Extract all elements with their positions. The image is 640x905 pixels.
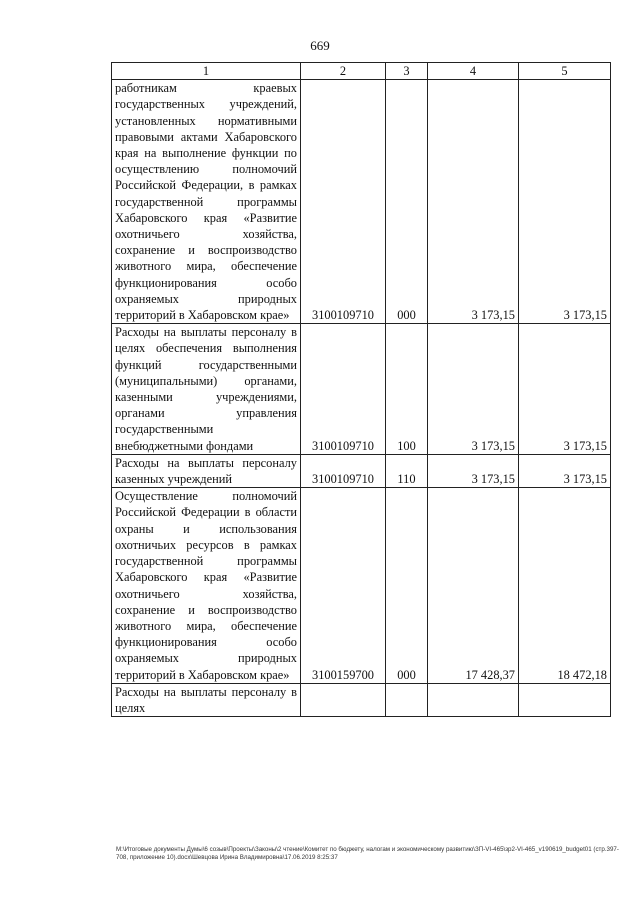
amount-year-2: 3 173,15 — [519, 454, 611, 487]
amount-year-1: 3 173,15 — [428, 324, 519, 455]
amount-year-1 — [428, 683, 519, 716]
expense-type — [386, 683, 428, 716]
table-row — [112, 454, 611, 487]
document-path-footer: M:\Итоговые документы Думы\6 созыв\Проекты\Законы\2 чтение\Комитет по бюджету, налогам и экономическому развитию\ЗП-VI-465\зр2-VI-465_v190619_budget01 (стр.397-708, приложение 10).docx\Шевцова Ирина Владимировна\17.06.2019 8:25:37 — [116, 846, 619, 861]
budget-table — [111, 62, 611, 717]
column-header: 1 — [112, 63, 301, 80]
expense-name: Расходы на выплаты персоналу в целях — [112, 683, 301, 716]
column-header: 3 — [386, 63, 428, 80]
amount-year-2 — [519, 683, 611, 716]
table-header-row — [112, 63, 611, 80]
target-code: 3100109710 — [301, 324, 386, 455]
expense-name: Расходы на выплаты персоналу казенных учреждений — [112, 454, 301, 487]
amount-year-1: 3 173,15 — [428, 80, 519, 324]
amount-year-2: 3 173,15 — [519, 80, 611, 324]
page-number: 669 — [310, 38, 330, 53]
column-header: 2 — [301, 63, 386, 80]
amount-year-1: 3 173,15 — [428, 454, 519, 487]
target-code: 3100109710 — [301, 454, 386, 487]
expense-type: 000 — [386, 488, 428, 683]
table-row — [112, 324, 611, 455]
table-row — [112, 80, 611, 324]
column-header: 5 — [519, 63, 611, 80]
target-code: 3100109710 — [301, 80, 386, 324]
target-code — [301, 683, 386, 716]
expense-name: работникам краевых государственных учреждений, установленных нормативными правовыми актами Хабаровского края на выполнение функции по осуществлению полномочий Российской Федерации, в рамках государственной программы Хабаровского края «Развитие охотничьего хозяйства, сохранение и воспроизводство животного мира, обеспечение функционирования особо охраняемых природных территорий в Хабаровском крае» — [112, 80, 301, 324]
expense-name: Осуществление полномочий Российской Федерации в области охраны и использования охотничьих ресурсов в рамках государственной программы Хабаровского края «Развитие охотничьего хозяйства, сохранение и воспроизводство животного мира, обеспечение функционирования особо охраняемых природных территорий в Хабаровском крае» — [112, 488, 301, 683]
column-header: 4 — [428, 63, 519, 80]
expense-name: Расходы на выплаты персоналу в целях обеспечения выполнения функций государственными (муниципальными) органами, казенными учреждениями, органами управления государственными внебюджетными фондами — [112, 324, 301, 455]
table-row — [112, 683, 611, 716]
target-code: 3100159700 — [301, 488, 386, 683]
expense-type: 110 — [386, 454, 428, 487]
table-row — [112, 488, 611, 683]
amount-year-2: 18 472,18 — [519, 488, 611, 683]
amount-year-2: 3 173,15 — [519, 324, 611, 455]
expense-type: 000 — [386, 80, 428, 324]
amount-year-1: 17 428,37 — [428, 488, 519, 683]
expense-type: 100 — [386, 324, 428, 455]
